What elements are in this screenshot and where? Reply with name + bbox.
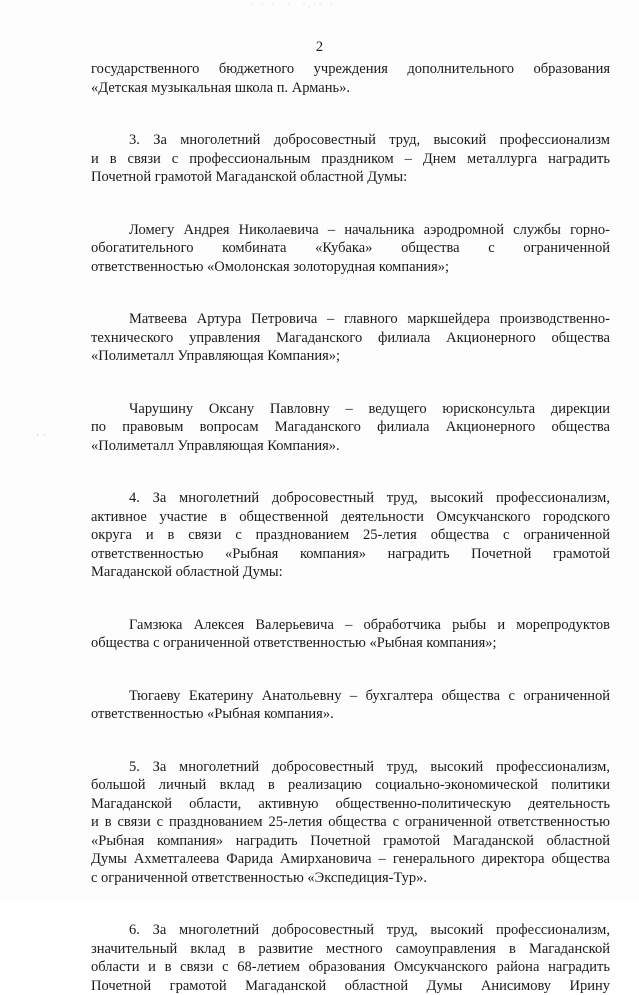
text-line: по правовым вопросам Магаданского филиала Акционерного общества	[91, 418, 610, 437]
text-line: 3. За многолетний добросовестный труд, высокий профессионализм	[91, 131, 610, 150]
text-line: государственного бюджетного учреждения дополнительного образования	[91, 60, 610, 79]
text-line: Почетной грамотой Магаданской областной Думы Анисимову Ирину	[91, 977, 610, 995]
text-line: значительный вклад в развитие местного самоуправления в Магаданской	[91, 940, 610, 959]
text-line: Почетной грамотой Магаданской областной Думы:	[91, 168, 610, 187]
text-line: округа и в связи с празднованием 25-летия общества с ограниченной	[91, 526, 610, 545]
text-line: и в связи с профессиональным праздником – Днем металлурга наградить	[91, 150, 610, 169]
text-line: ответственностью «Омолонская золоторудная компания»;	[91, 258, 610, 277]
text-line: ответственностью «Рыбная компания» наградить Почетной грамотой	[91, 545, 610, 564]
text-line: Думы Ахметгалеева Фарида Амирхановича – генерального директора общества	[91, 850, 610, 869]
awardee-matveev	[91, 310, 610, 366]
text-line: технического управления Магаданского филиала Акционерного общества	[91, 329, 610, 348]
text-line: «Рыбная компания» наградить Почетной грамотой Магаданской областной	[91, 832, 610, 851]
awardee-charushina	[91, 400, 610, 456]
text-line: активное участие в общественной деятельности Омсукчанского городского	[91, 508, 610, 527]
paragraph-item-4	[91, 489, 610, 582]
awardee-gamzyuk	[91, 616, 610, 653]
text-line: большой личный вклад в реализацию социально-экономической политики	[91, 776, 610, 795]
text-line: и в связи с празднованием 25-летия общества с ограниченной ответственностью	[91, 813, 610, 832]
text-line: Гамзюка Алексея Валерьевича – обработчика рыбы и морепродуктов	[91, 616, 610, 635]
text-line: «Полиметалл Управляющая Компания»;	[91, 347, 610, 366]
page-number: 2	[0, 38, 639, 56]
text-line: ответственностью «Рыбная компания».	[91, 705, 610, 724]
text-line: «Детская музыкальная школа п. Армань».	[91, 79, 610, 98]
text-line: Матвеева Артура Петровича – главного маркшейдера производственно-	[91, 310, 610, 329]
text-line: Тюгаеву Екатерину Анатольевну – бухгалтера общества с ограниченной	[91, 687, 610, 706]
text-line: области и в связи с 68-летием образования Омсукчанского района наградить	[91, 958, 610, 977]
scan-artifact: · · · · ·,·· ·	[250, 0, 335, 9]
awardee-tyugaeva	[91, 687, 610, 724]
text-line: с ограниченной ответственностью «Экспедиция-Тур».	[91, 869, 610, 888]
paragraph-item-6	[91, 921, 610, 995]
paragraph-item-3	[91, 131, 610, 187]
paragraph-continuation	[91, 60, 610, 97]
text-line: Магаданской области, активную общественно-политическую деятельность	[91, 795, 610, 814]
text-line: Чарушину Оксану Павловну – ведущего юрисконсульта дирекции	[91, 400, 610, 419]
paragraph-item-5	[91, 758, 610, 888]
text-line: Магаданской областной Думы:	[91, 563, 610, 582]
text-line: 5. За многолетний добросовестный труд, высокий профессионализм,	[91, 758, 610, 777]
text-line: 6. За многолетний добросовестный труд, высокий профессионализм,	[91, 921, 610, 940]
margin-artifact: · ·	[36, 430, 47, 440]
awardee-lomega	[91, 221, 610, 277]
text-line: обогатительного комбината «Кубака» общества с ограниченной	[91, 239, 610, 258]
text-line: 4. За многолетний добросовестный труд, высокий профессионализм,	[91, 489, 610, 508]
text-line: «Полиметалл Управляющая Компания».	[91, 437, 610, 456]
text-line: общества с ограниченной ответственностью «Рыбная компания»;	[91, 634, 610, 653]
text-line: Ломегу Андрея Николаевича – начальника аэродромной службы горно-	[91, 221, 610, 240]
document-body	[91, 60, 610, 995]
